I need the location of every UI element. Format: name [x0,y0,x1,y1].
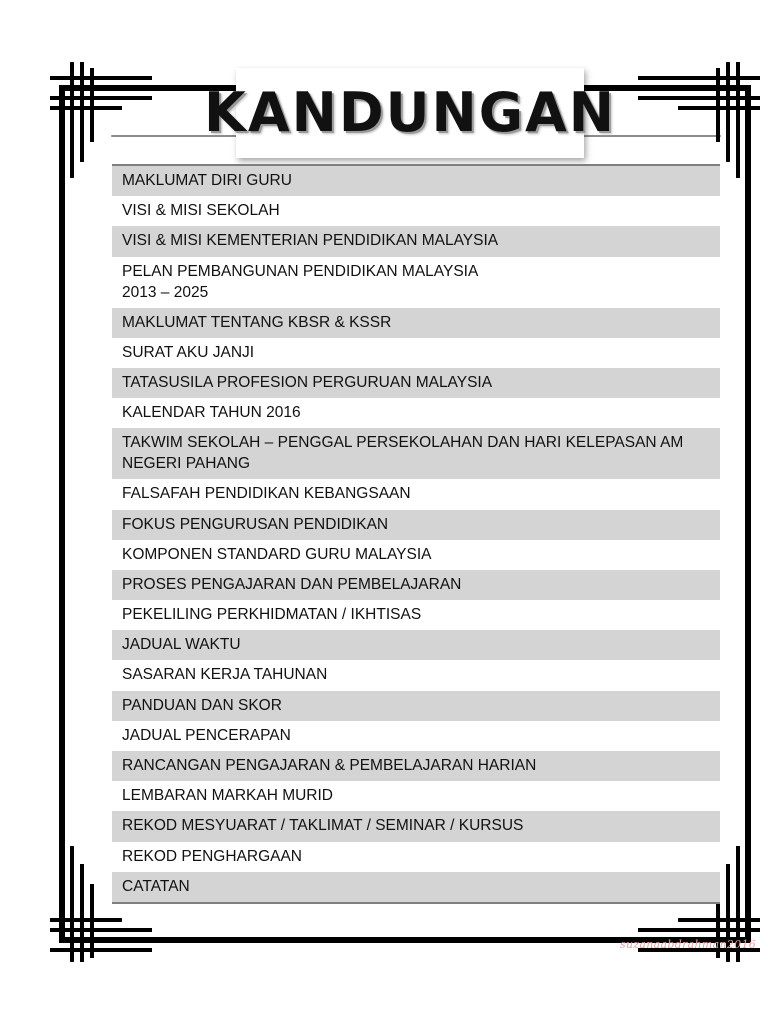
list-item: MAKLUMAT DIRI GURU [112,166,720,196]
list-item: KALENDAR TAHUN 2016 [112,398,720,428]
list-item: FALSAFAH PENDIDIKAN KEBANGSAAN [112,479,720,509]
list-item: FOKUS PENGURUSAN PENDIDIKAN [112,510,720,540]
list-item: SASARAN KERJA TAHUNAN [112,660,720,690]
list-item: PELAN PEMBANGUNAN PENDIDIKAN MALAYSIA 2013 – 2025 [112,257,720,308]
list-item: PEKELILING PERKHIDMATAN / IKHTISAS [112,600,720,630]
list-item: CATATAN [112,872,720,902]
list-item: TAKWIM SEKOLAH – PENGGAL PERSEKOLAHAN DAN HARI KELEPASAN AM NEGERI PAHANG [112,428,720,479]
signature-watermark: suzanaabdrahman2016 [620,938,757,951]
list-item: RANCANGAN PENGAJARAN & PEMBELAJARAN HARIAN [112,751,720,781]
table-of-contents [112,164,720,904]
corner-top-right [640,64,758,176]
list-item: JADUAL WAKTU [112,630,720,660]
list-item: TATASUSILA PROFESION PERGURUAN MALAYSIA [112,368,720,398]
title-box [204,68,617,158]
list-item: JADUAL PENCERAPAN [112,721,720,751]
list-item: REKOD PENGHARGAAN [112,842,720,872]
corner-top-left [52,64,150,176]
list-item: REKOD MESYUARAT / TAKLIMAT / SEMINAR / KURSUS [112,811,720,841]
list-item: KOMPONEN STANDARD GURU MALAYSIA [112,540,720,570]
list-item: PROSES PENGAJARAN DAN PEMBELAJARAN [112,570,720,600]
list-item: VISI & MISI KEMENTERIAN PENDIDIKAN MALAYSIA [112,226,720,256]
page-title: KANDUNGAN [204,81,617,144]
list-item: SURAT AKU JANJI [112,338,720,368]
list-item: LEMBARAN MARKAH MURID [112,781,720,811]
list-item: VISI & MISI SEKOLAH [112,196,720,226]
list-item: MAKLUMAT TENTANG KBSR & KSSR [112,308,720,338]
list-item: PANDUAN DAN SKOR [112,691,720,721]
